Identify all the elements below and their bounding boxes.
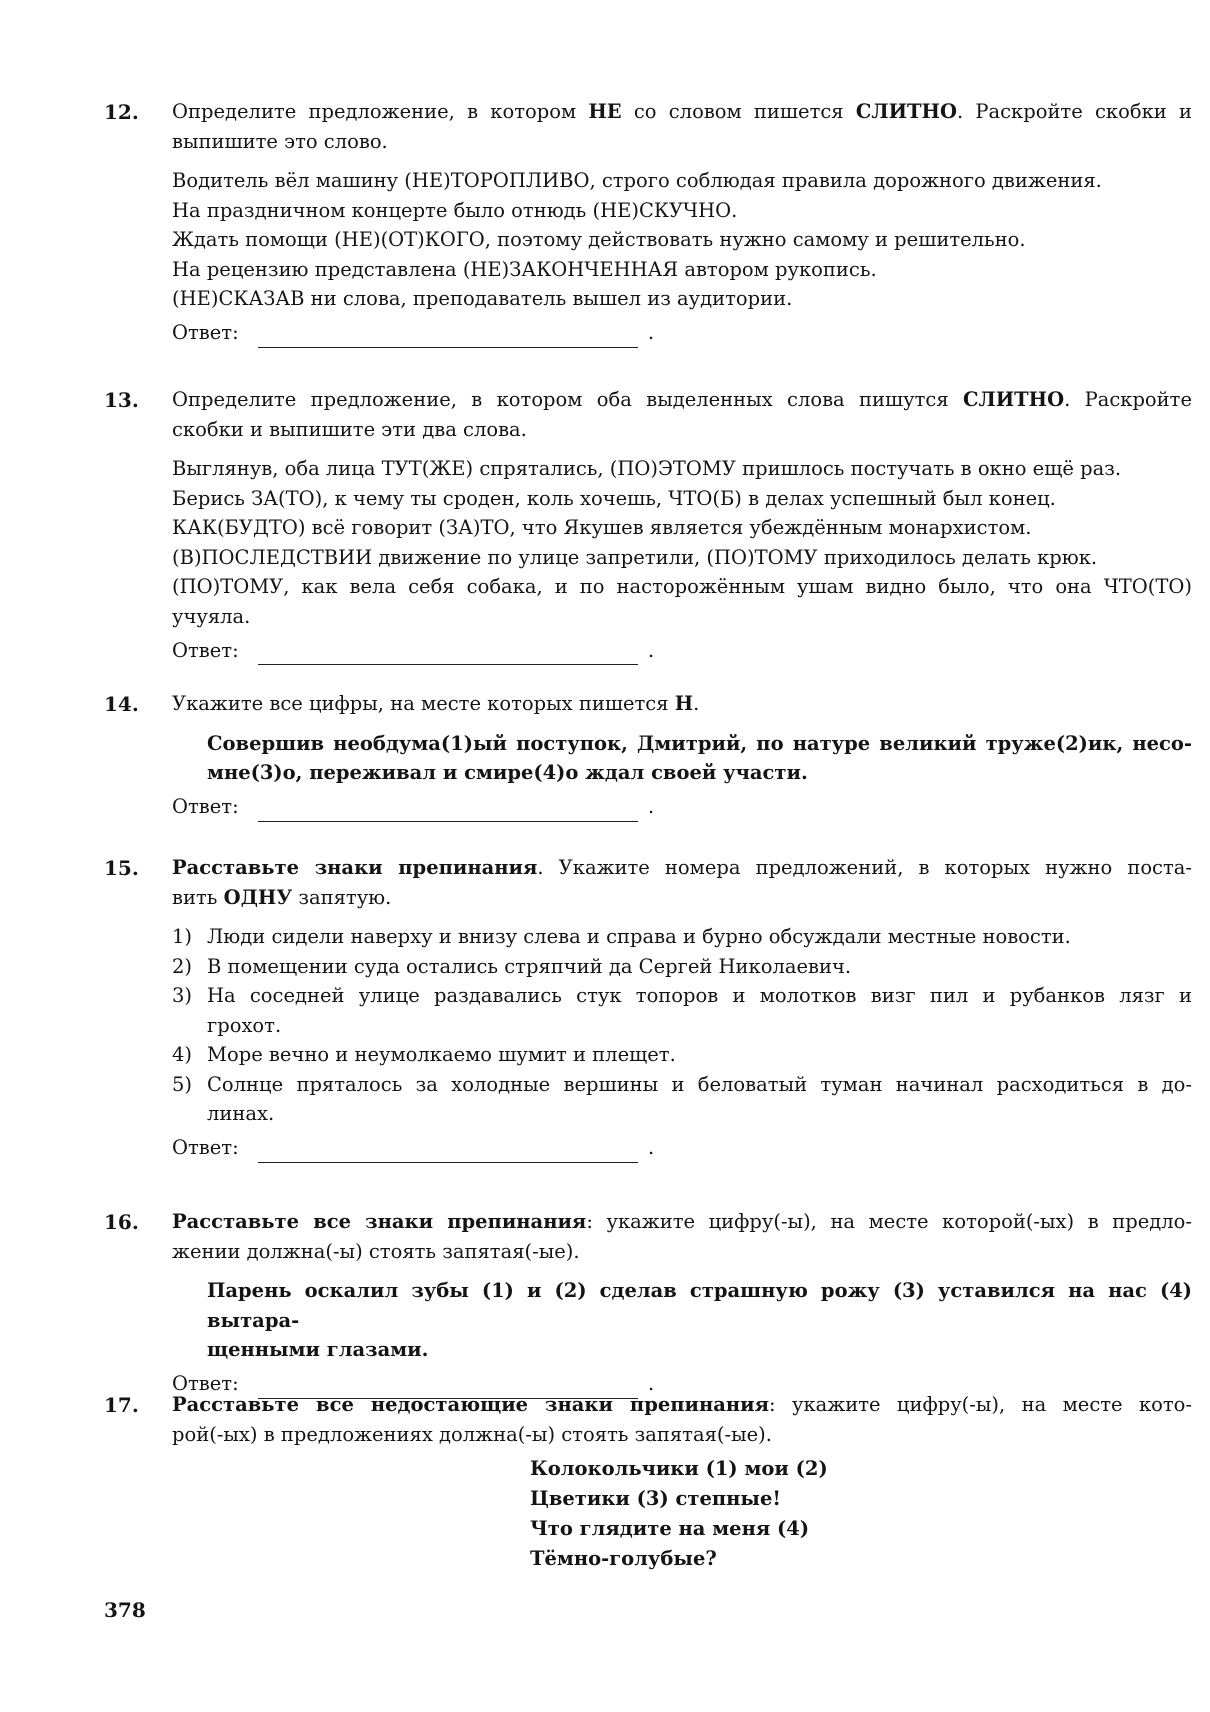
sentence: Выглянув, оба лица ТУТ(ЖЕ) спрятались, (ПО)ЭТОМУ пришлось постучать в окно ещё раз.	[172, 457, 1122, 480]
sentence: Совершив необдума(1)ый поступок, Дмитрий, по натуре великий труже(2)ик, несо-	[207, 731, 1192, 755]
task-number: 14.	[104, 692, 139, 716]
question-line: жении должна(-ы) стоять запятая(-ые).	[172, 1239, 580, 1263]
list-item: 5) Солнце пряталось за холодные вершины и беловатый туман начинал расходиться в до- линах.	[172, 1072, 1192, 1125]
question-line: Расставьте все недостающие знаки препинания: укажите цифру(-ы), на месте кото-	[172, 1393, 1193, 1416]
task-body	[172, 689, 1192, 822]
option-list	[172, 922, 1192, 1129]
task-body	[172, 385, 1192, 665]
task-body	[172, 853, 1192, 1163]
sentence: (НЕ)СКАЗАВ ни слова, преподаватель вышел из аудитории.	[172, 287, 793, 310]
answer-blank[interactable]	[258, 799, 638, 822]
question-line: Определите предложение, в котором оба выделенных слова пишутся СЛИТНО. Раскройте	[172, 388, 1192, 411]
answer-dot: .	[648, 1372, 655, 1395]
poem	[530, 1454, 828, 1574]
answer-blank[interactable]	[258, 325, 638, 348]
sentence: учуяла.	[172, 604, 251, 628]
question-line: Укажите все цифры, на месте которых пишется Н.	[172, 692, 700, 715]
sentence: (ПО)ТОМУ, как вела себя собака, и по насторожённым ушам видно было, что она ЧТО(ТО)	[172, 575, 1192, 598]
question-line: Расставьте все знаки препинания: укажите цифру(-ы), на месте которой(-ых) в предло-	[172, 1210, 1192, 1233]
task-body	[172, 1390, 1192, 1449]
question-line: вить ОДНУ запятую.	[172, 885, 392, 909]
task-number: 16.	[104, 1210, 139, 1234]
answer-row	[172, 635, 1192, 665]
page-number: 378	[104, 1598, 146, 1622]
answer-row	[172, 792, 1192, 822]
question-line: рой(-ых) в предложениях должна(-ы) стоять запятая(-ые).	[172, 1422, 772, 1446]
sentence: (В)ПОСЛЕДСТВИИ движение по улице запретили, (ПО)ТОМУ приходилось делать крюк.	[172, 545, 1098, 569]
task-number: 17.	[104, 1393, 139, 1417]
question-line: выпишите это слово.	[172, 129, 388, 153]
list-item: 3) На соседней улице раздавались стук топоров и молотков визг пил и рубанков лязг и грохот.	[172, 984, 1192, 1037]
poem-line: Цветики (3) степные!	[530, 1487, 781, 1510]
sentence: На праздничном концерте было отнюдь (НЕ)СКУЧНО.	[172, 198, 738, 222]
task-number: 12.	[104, 100, 139, 124]
answer-label: Ответ:	[172, 1372, 239, 1395]
sentence: КАК(БУДТО) всё говорит (ЗА)ТО, что Якушев является убеждённым монархистом.	[172, 516, 1032, 539]
answer-blank[interactable]	[258, 1140, 638, 1163]
answer-label: Ответ:	[172, 1136, 239, 1159]
list-item: 4) Море вечно и неумолкаемо шумит и плещет.	[172, 1043, 676, 1066]
sentence: мне(3)о, переживал и смире(4)о ждал своей участи.	[207, 761, 808, 784]
task-number: 13.	[104, 388, 139, 412]
sentence: Берись ЗА(ТО), к чему ты сроден, коль хочешь, ЧТО(Б) в делах успешный был конец.	[172, 486, 1056, 510]
poem-line: Тёмно-голубые?	[530, 1547, 717, 1570]
answer-label: Ответ:	[172, 321, 239, 344]
answer-dot: .	[648, 321, 655, 344]
question-line: Расставьте знаки препинания. Укажите номера предложений, в которых нужно поста-	[172, 856, 1192, 879]
answer-blank[interactable]	[258, 642, 638, 665]
question-line: Определите предложение, в котором НЕ со словом пишется СЛИТНО. Раскройте скобки и	[172, 100, 1192, 123]
answer-row	[172, 318, 1192, 348]
sentence: щенными глазами.	[207, 1338, 429, 1361]
answer-dot: .	[648, 1136, 655, 1159]
sentence: На рецензию представлена (НЕ)ЗАКОНЧЕННАЯ автором рукопись.	[172, 257, 877, 281]
answer-row	[172, 1133, 1192, 1163]
poem-line: Колокольчики (1) мои (2)	[530, 1457, 828, 1480]
sentence: Ждать помощи (НЕ)(ОТ)КОГО, поэтому действовать нужно самому и решительно.	[172, 228, 1026, 251]
sentence: Водитель вёл машину (НЕ)ТОРОПЛИВО, строго соблюдая правила дорожного движения.	[172, 169, 1102, 192]
task-body	[172, 97, 1192, 348]
answer-label: Ответ:	[172, 638, 239, 662]
answer-dot: .	[648, 638, 655, 662]
list-item: 2) В помещении суда остались стряпчий да Сергей Николаевич.	[172, 954, 852, 978]
question-line: скобки и выпишите эти два слова.	[172, 417, 527, 441]
sentence: Парень оскалил зубы (1) и (2) сделав страшную рожу (3) уставился на нас (4) вытара-	[207, 1279, 1192, 1332]
answer-label: Ответ:	[172, 795, 239, 818]
task-body	[172, 1207, 1192, 1399]
answer-dot: .	[648, 795, 655, 818]
task-number: 15.	[104, 856, 139, 880]
poem-line: Что глядите на меня (4)	[530, 1517, 810, 1540]
list-item: 1) Люди сидели наверху и внизу слева и справа и бурно обсуждали местные новости.	[172, 925, 1071, 948]
